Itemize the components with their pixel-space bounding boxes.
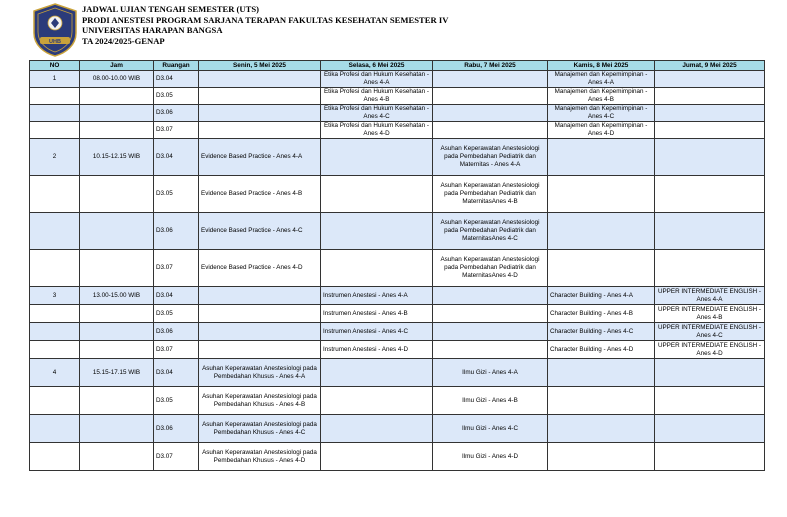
- empty-cell: [80, 213, 154, 250]
- empty-cell: [80, 341, 154, 359]
- session-time: 10.15-12.15 WIB: [80, 139, 154, 176]
- tuesday-cell: Instrumen Anestesi - Anes 4-B: [321, 305, 433, 323]
- room-cell: D3.06: [154, 213, 199, 250]
- tuesday-cell: Etika Profesi dan Hukum Kesehatan - Anes 4-D: [321, 122, 433, 139]
- table-row: [30, 387, 765, 415]
- thursday-cell: Manajemen dan Kepemimpinan - Anes 4-D: [548, 122, 655, 139]
- university-logo-icon: [32, 3, 78, 57]
- session-number: 3: [30, 287, 80, 305]
- friday-cell: [655, 122, 765, 139]
- empty-cell: [30, 415, 80, 443]
- empty-cell: [30, 176, 80, 213]
- friday-cell: [655, 250, 765, 287]
- monday-cell: [199, 71, 321, 88]
- table-header-row: [30, 61, 765, 71]
- monday-cell: Asuhan Keperawatan Anestesiologi pada Pembedahan Khusus - Anes 4-B: [199, 387, 321, 415]
- empty-cell: [30, 213, 80, 250]
- column-header: Kamis, 8 Mei 2025: [548, 61, 655, 71]
- table-row: [30, 443, 765, 471]
- room-cell: D3.05: [154, 88, 199, 105]
- tuesday-cell: Etika Profesi dan Hukum Kesehatan - Anes 4-C: [321, 105, 433, 122]
- session-number: 2: [30, 139, 80, 176]
- thursday-cell: Character Building - Anes 4-C: [548, 323, 655, 341]
- room-cell: D3.07: [154, 122, 199, 139]
- wednesday-cell: [433, 88, 548, 105]
- monday-cell: Asuhan Keperawatan Anestesiologi pada Pembedahan Khusus - Anes 4-D: [199, 443, 321, 471]
- monday-cell: [199, 105, 321, 122]
- tuesday-cell: [321, 415, 433, 443]
- monday-cell: Evidence Based Practice - Anes 4-A: [199, 139, 321, 176]
- room-cell: D3.04: [154, 71, 199, 88]
- friday-cell: [655, 387, 765, 415]
- session-number: 1: [30, 71, 80, 88]
- thursday-cell: [548, 213, 655, 250]
- room-cell: D3.06: [154, 323, 199, 341]
- monday-cell: Evidence Based Practice - Anes 4-B: [199, 176, 321, 213]
- empty-cell: [80, 122, 154, 139]
- column-header: Selasa, 6 Mei 2025: [321, 61, 433, 71]
- title-line-4: TA 2024/2025-GENAP: [82, 35, 165, 46]
- session-time: 08.00-10.00 WIB: [80, 71, 154, 88]
- svg-text:UHB: UHB: [49, 39, 61, 45]
- room-cell: D3.06: [154, 105, 199, 122]
- thursday-cell: [548, 250, 655, 287]
- thursday-cell: Character Building - Anes 4-D: [548, 341, 655, 359]
- empty-cell: [80, 443, 154, 471]
- tuesday-cell: [321, 359, 433, 387]
- room-cell: D3.07: [154, 250, 199, 287]
- table-row: [30, 88, 765, 105]
- empty-cell: [30, 105, 80, 122]
- friday-cell: [655, 359, 765, 387]
- tuesday-cell: [321, 213, 433, 250]
- wednesday-cell: [433, 71, 548, 88]
- wednesday-cell: Asuhan Keperawatan Anestesiologi pada Pembedahan Pediatrik dan MaternitasAnes 4-D: [433, 250, 548, 287]
- empty-cell: [80, 88, 154, 105]
- tuesday-cell: Etika Profesi dan Hukum Kesehatan - Anes 4-A: [321, 71, 433, 88]
- thursday-cell: Manajemen dan Kepemimpinan - Anes 4-A: [548, 71, 655, 88]
- thursday-cell: Character Building - Anes 4-A: [548, 287, 655, 305]
- tuesday-cell: [321, 176, 433, 213]
- friday-cell: [655, 176, 765, 213]
- friday-cell: [655, 443, 765, 471]
- wednesday-cell: [433, 122, 548, 139]
- empty-cell: [30, 323, 80, 341]
- thursday-cell: [548, 139, 655, 176]
- empty-cell: [80, 305, 154, 323]
- empty-cell: [80, 176, 154, 213]
- monday-cell: Asuhan Keperawatan Anestesiologi pada Pembedahan Khusus - Anes 4-C: [199, 415, 321, 443]
- thursday-cell: [548, 443, 655, 471]
- friday-cell: [655, 415, 765, 443]
- room-cell: D3.04: [154, 359, 199, 387]
- tuesday-cell: Instrumen Anestesi - Anes 4-D: [321, 341, 433, 359]
- empty-cell: [30, 341, 80, 359]
- thursday-cell: [548, 387, 655, 415]
- room-cell: D3.05: [154, 387, 199, 415]
- monday-cell: Evidence Based Practice - Anes 4-C: [199, 213, 321, 250]
- room-cell: D3.06: [154, 415, 199, 443]
- tuesday-cell: Instrumen Anestesi - Anes 4-C: [321, 323, 433, 341]
- wednesday-cell: Asuhan Keperawatan Anestesiologi pada Pembedahan Pediatrik dan MaternitasAnes 4-B: [433, 176, 548, 213]
- empty-cell: [30, 305, 80, 323]
- table-row: [30, 250, 765, 287]
- empty-cell: [80, 415, 154, 443]
- wednesday-cell: Asuhan Keperawatan Anestesiologi pada Pembedahan Pediatrik dan Maternitas - Anes 4-A: [433, 139, 548, 176]
- monday-cell: [199, 287, 321, 305]
- friday-cell: [655, 71, 765, 88]
- empty-cell: [30, 250, 80, 287]
- friday-cell: UPPER INTERMEDIATE ENGLISH - Anes 4-C: [655, 323, 765, 341]
- monday-cell: [199, 341, 321, 359]
- friday-cell: [655, 88, 765, 105]
- friday-cell: [655, 105, 765, 122]
- friday-cell: UPPER INTERMEDIATE ENGLISH - Anes 4-B: [655, 305, 765, 323]
- monday-cell: [199, 88, 321, 105]
- monday-cell: [199, 305, 321, 323]
- thursday-cell: [548, 176, 655, 213]
- session-number: 4: [30, 359, 80, 387]
- empty-cell: [30, 88, 80, 105]
- tuesday-cell: [321, 139, 433, 176]
- monday-cell: Evidence Based Practice - Anes 4-D: [199, 250, 321, 287]
- wednesday-cell: [433, 341, 548, 359]
- table-row: [30, 105, 765, 122]
- monday-cell: [199, 122, 321, 139]
- column-header: Jam: [80, 61, 154, 71]
- room-cell: D3.04: [154, 287, 199, 305]
- table-row: [30, 341, 765, 359]
- table-row: [30, 71, 765, 88]
- room-cell: D3.05: [154, 176, 199, 213]
- table-row: [30, 415, 765, 443]
- session-time: 15.15-17.15 WIB: [80, 359, 154, 387]
- table-row: [30, 323, 765, 341]
- empty-cell: [80, 323, 154, 341]
- column-header: Senin, 5 Mei 2025: [199, 61, 321, 71]
- tuesday-cell: Instrumen Anestesi - Anes 4-A: [321, 287, 433, 305]
- wednesday-cell: Ilmu Gizi - Anes 4-C: [433, 415, 548, 443]
- room-cell: D3.05: [154, 305, 199, 323]
- empty-cell: [80, 387, 154, 415]
- monday-cell: [199, 323, 321, 341]
- table-row: [30, 305, 765, 323]
- empty-cell: [30, 387, 80, 415]
- document-header: [32, 3, 772, 57]
- table-row: [30, 287, 765, 305]
- wednesday-cell: Ilmu Gizi - Anes 4-B: [433, 387, 548, 415]
- column-header: NO: [30, 61, 80, 71]
- session-time: 13.00-15.00 WIB: [80, 287, 154, 305]
- exam-schedule-table: [29, 60, 765, 471]
- thursday-cell: Character Building - Anes 4-B: [548, 305, 655, 323]
- title-line-1: JADWAL UJIAN TENGAH SEMESTER (UTS): [82, 4, 260, 14]
- tuesday-cell: [321, 443, 433, 471]
- tuesday-cell: [321, 250, 433, 287]
- room-cell: D3.04: [154, 139, 199, 176]
- title-line-3: UNIVERSITAS HARAPAN BANGSA: [82, 25, 223, 36]
- wednesday-cell: [433, 323, 548, 341]
- thursday-cell: Manajemen dan Kepemimpinan - Anes 4-C: [548, 105, 655, 122]
- friday-cell: [655, 213, 765, 250]
- monday-cell: Asuhan Keperawatan Anestesiologi pada Pembedahan Khusus - Anes 4-A: [199, 359, 321, 387]
- room-cell: D3.07: [154, 443, 199, 471]
- thursday-cell: Manajemen dan Kepemimpinan - Anes 4-B: [548, 88, 655, 105]
- thursday-cell: [548, 415, 655, 443]
- friday-cell: [655, 139, 765, 176]
- table-row: [30, 139, 765, 176]
- document-title: [82, 4, 448, 46]
- friday-cell: UPPER INTERMEDIATE ENGLISH - Anes 4-D: [655, 341, 765, 359]
- table-row: [30, 213, 765, 250]
- wednesday-cell: [433, 105, 548, 122]
- friday-cell: UPPER INTERMEDIATE ENGLISH - Anes 4-A: [655, 287, 765, 305]
- wednesday-cell: [433, 305, 548, 323]
- column-header: Ruangan: [154, 61, 199, 71]
- room-cell: D3.07: [154, 341, 199, 359]
- table-row: [30, 176, 765, 213]
- wednesday-cell: Ilmu Gizi - Anes 4-D: [433, 443, 548, 471]
- column-header: Rabu, 7 Mei 2025: [433, 61, 548, 71]
- empty-cell: [80, 250, 154, 287]
- thursday-cell: [548, 359, 655, 387]
- title-line-2: PRODI ANESTESI PROGRAM SARJANA TERAPAN FAKULTAS KESEHATAN SEMESTER IV: [82, 14, 449, 25]
- wednesday-cell: Asuhan Keperawatan Anestesiologi pada Pembedahan Pediatrik dan MaternitasAnes 4-C: [433, 213, 548, 250]
- table-row: [30, 122, 765, 139]
- tuesday-cell: Etika Profesi dan Hukum Kesehatan - Anes 4-B: [321, 88, 433, 105]
- tuesday-cell: [321, 387, 433, 415]
- column-header: Jumat, 9 Mei 2025: [655, 61, 765, 71]
- wednesday-cell: Ilmu Gizi - Anes 4-A: [433, 359, 548, 387]
- wednesday-cell: [433, 287, 548, 305]
- empty-cell: [80, 105, 154, 122]
- table-row: [30, 359, 765, 387]
- empty-cell: [30, 443, 80, 471]
- empty-cell: [30, 122, 80, 139]
